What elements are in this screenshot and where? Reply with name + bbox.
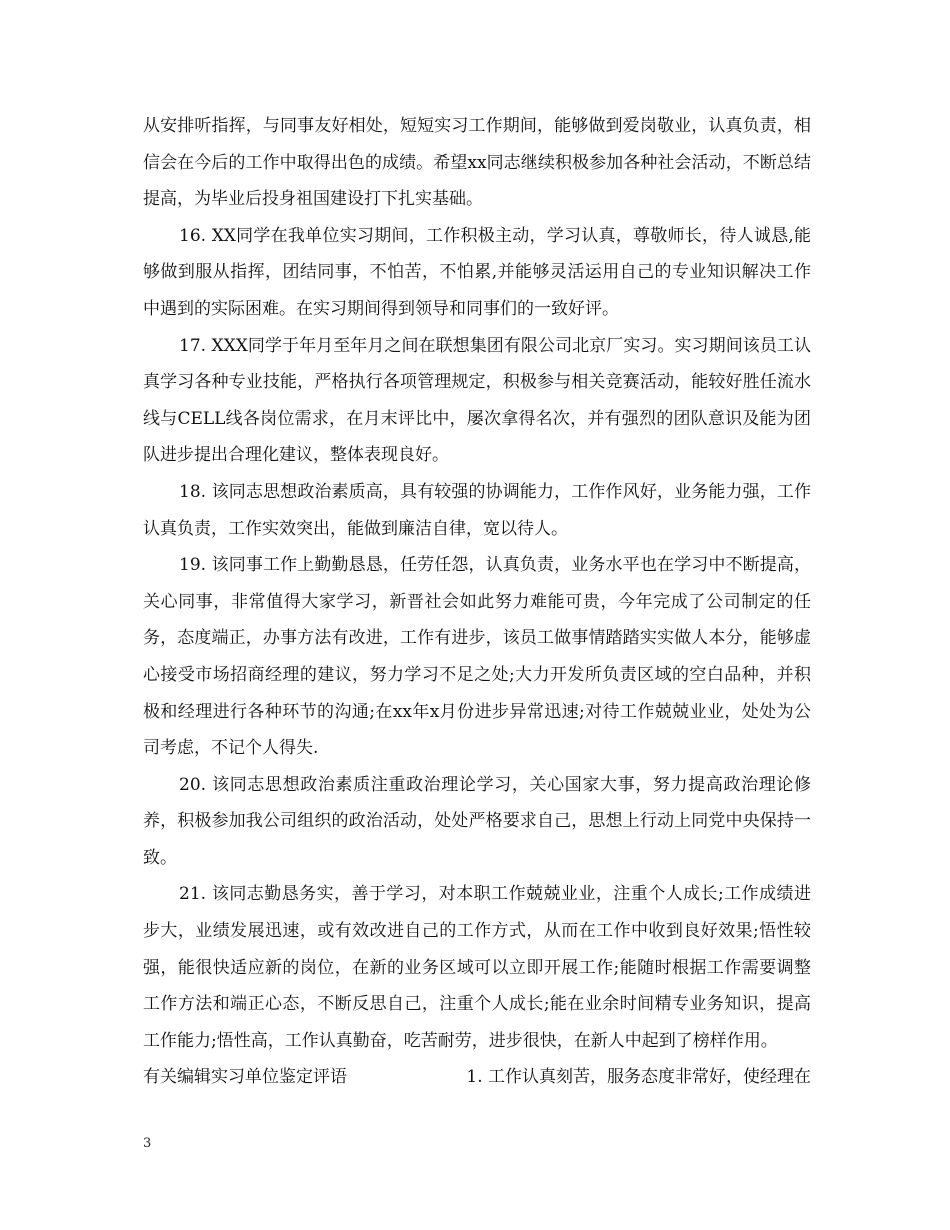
paragraph-item-16: 16. XX同学在我单位实习期间，工作积极主动，学习认真，尊敬师长，待人诚恳,能够做到服从指挥，团结同事，不怕苦，不怕累,并能够灵活运用自己的专业知识解决工作中遇到的实际困难。在实习期间得到领导和同事们的一致好评。 (143, 225, 811, 319)
paragraph-item-21: 21. 该同志勤恳务实，善于学习，对本职工作兢兢业业，注重个人成长;工作成绩进步大，业绩发展迅速，或有效改进自己的工作方式，从而在工作中收到良好效果;悟性较强，能很快适应新的岗位，在新的业务区域可以立即开展工作;能随时根据工作需要调整工作方法和端正心态，不断反思自己，注重个人成长;能在业余时间精专业务知识，提高工作能力;悟性高，工作认真勤奋，吃苦耐劳，进步很快，在新人中起到了榜样作用。 (143, 884, 811, 1051)
paragraph-item-18: 18. 该同志思想政治素质高，具有较强的协调能力，工作作风好，业务能力强，工作认真负责，工作实效突出，能做到廉洁自律，宽以待人。 (143, 481, 811, 539)
section-heading-line (143, 1059, 811, 1096)
section-heading: 有关编辑实习单位鉴定评语 (143, 1067, 347, 1088)
paragraph-continuation: 从安排听指挥，与同事友好相处，短短实习工作期间，能够做到爱岗敬业，认真负责，相信会在今后的工作中取得出色的成绩。希望xx同志继续积极参加各种社会活动，不断总结提高，为毕业后投身祖国建设打下扎实基础。 (143, 116, 811, 210)
paragraph-item-17: 17. XXX同学于年月至年月之间在联想集团有限公司北京厂实习。实习期间该员工认真学习各种专业技能，严格执行各项管理规定，积极参与相关竞赛活动，能较好胜任流水线与CELL线各岗位需求，在月末评比中，屡次拿得名次，并有强烈的团队意识及能为团队进步提出合理化建议，整体表现良好。 (143, 335, 811, 466)
page-number: 3 (143, 1136, 152, 1151)
section-first-item: 1. 工作认真刻苦，服务态度非常好，使经理在 (466, 1067, 811, 1088)
document-body (143, 108, 811, 1096)
paragraph-item-20: 20. 该同志思想政治素质注重政治理论学习，关心国家大事，努力提高政治理论修养，积极参加我公司组织的政治活动，处处严格要求自己，思想上行动上同党中央保持一致。 (143, 774, 811, 868)
paragraph-item-19: 19. 该同事工作上勤勤恳恳，任劳任怨，认真负责，业务水平也在学习中不断提高，关心同事，非常值得大家学习，新晋社会如此努力难能可贵，今年完成了公司制定的任务，态度端正，办事方法有改进，工作有进步，该员工做事情踏踏实实做人本分，能够虚心接受市场招商经理的建议，努力学习不足之处;大力开发所负责区域的空白品种，并积极和经理进行各种环节的沟通;在xx年x月份进步异常迅速;对待工作兢兢业业，处处为公司考虑，不记个人得失. (143, 555, 811, 759)
